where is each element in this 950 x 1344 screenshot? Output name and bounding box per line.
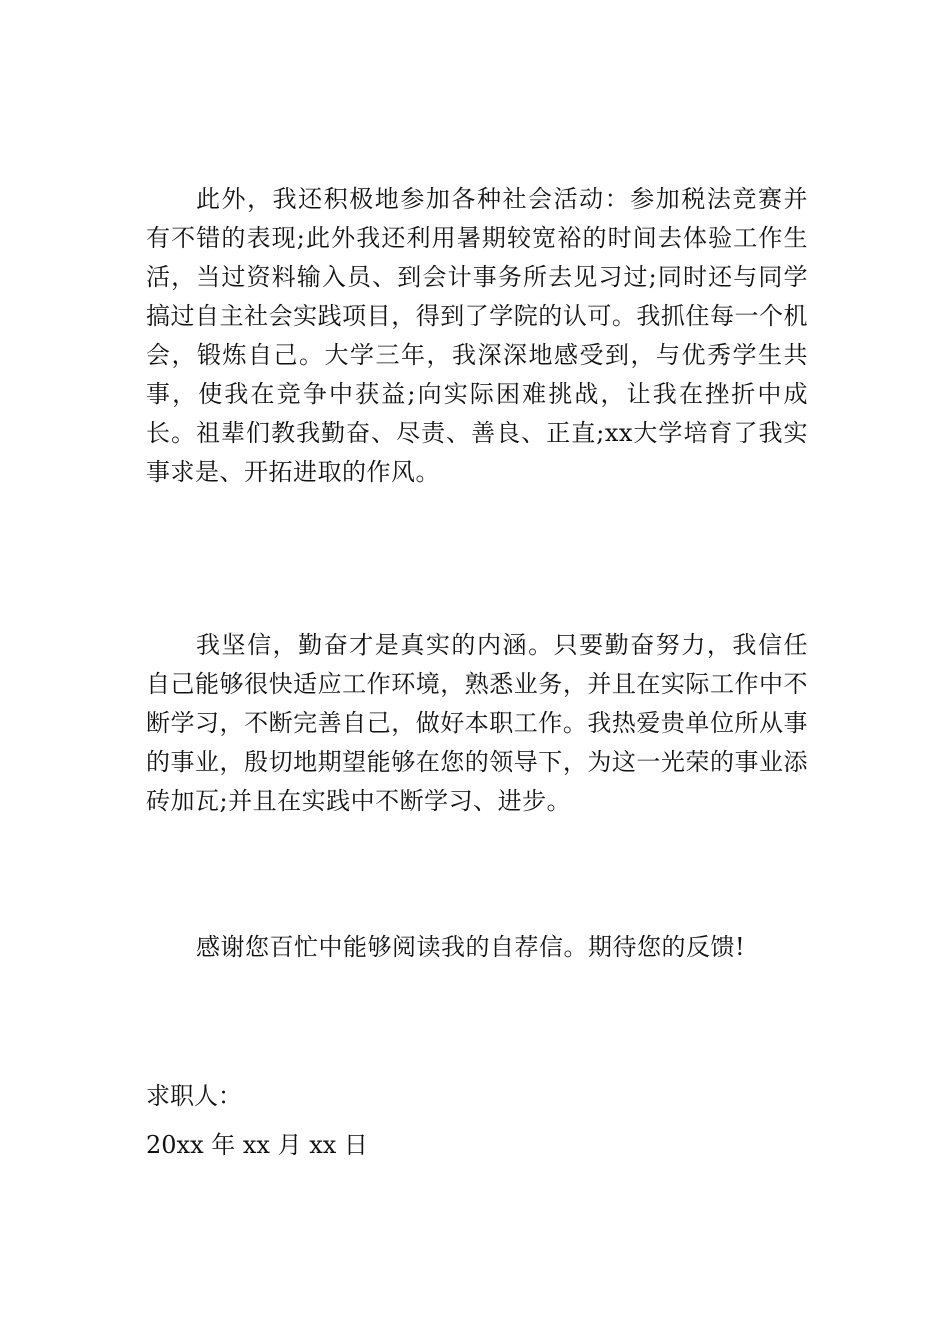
applicant-label: 求职人： xyxy=(146,1082,242,1110)
paragraph-thanks: 感谢您百忙中能够阅读我的自荐信。期待您的反馈! xyxy=(196,933,746,961)
paragraph-activities: 此外，我还积极地参加各种社会活动：参加税法竞赛并有不错的表现;此外我还利用暑期较宽裕的时间去体验工作生活，当过资料输入员、到会计事务所去见习过;同时还与同学搞过自主社会实践项目，得到了学院的认可。我抓住每一个机会，锻炼自己。大学三年，我深深地感受到，与优秀学生共事，使我在竞争中获益;向实际困难挑战，让我在挫折中成长。祖辈们教我勤奋、尽责、善良、正直;xx大学培育了我实事求是、开拓进取的作风。 xyxy=(146,185,808,486)
paragraph-diligence: 我坚信，勤奋才是真实的内涵。只要勤奋努力，我信任自己能够很快适应工作环境，熟悉业务，并且在实际工作中不断学习，不断完善自己，做好本职工作。我热爱贵单位所从事的事业，殷切地期望能够在您的领导下，为这一光荣的事业添砖加瓦;并且在实践中不断学习、进步。 xyxy=(146,631,808,815)
letter-date: 20xx 年 xx 月 xx 日 xyxy=(146,1131,368,1159)
